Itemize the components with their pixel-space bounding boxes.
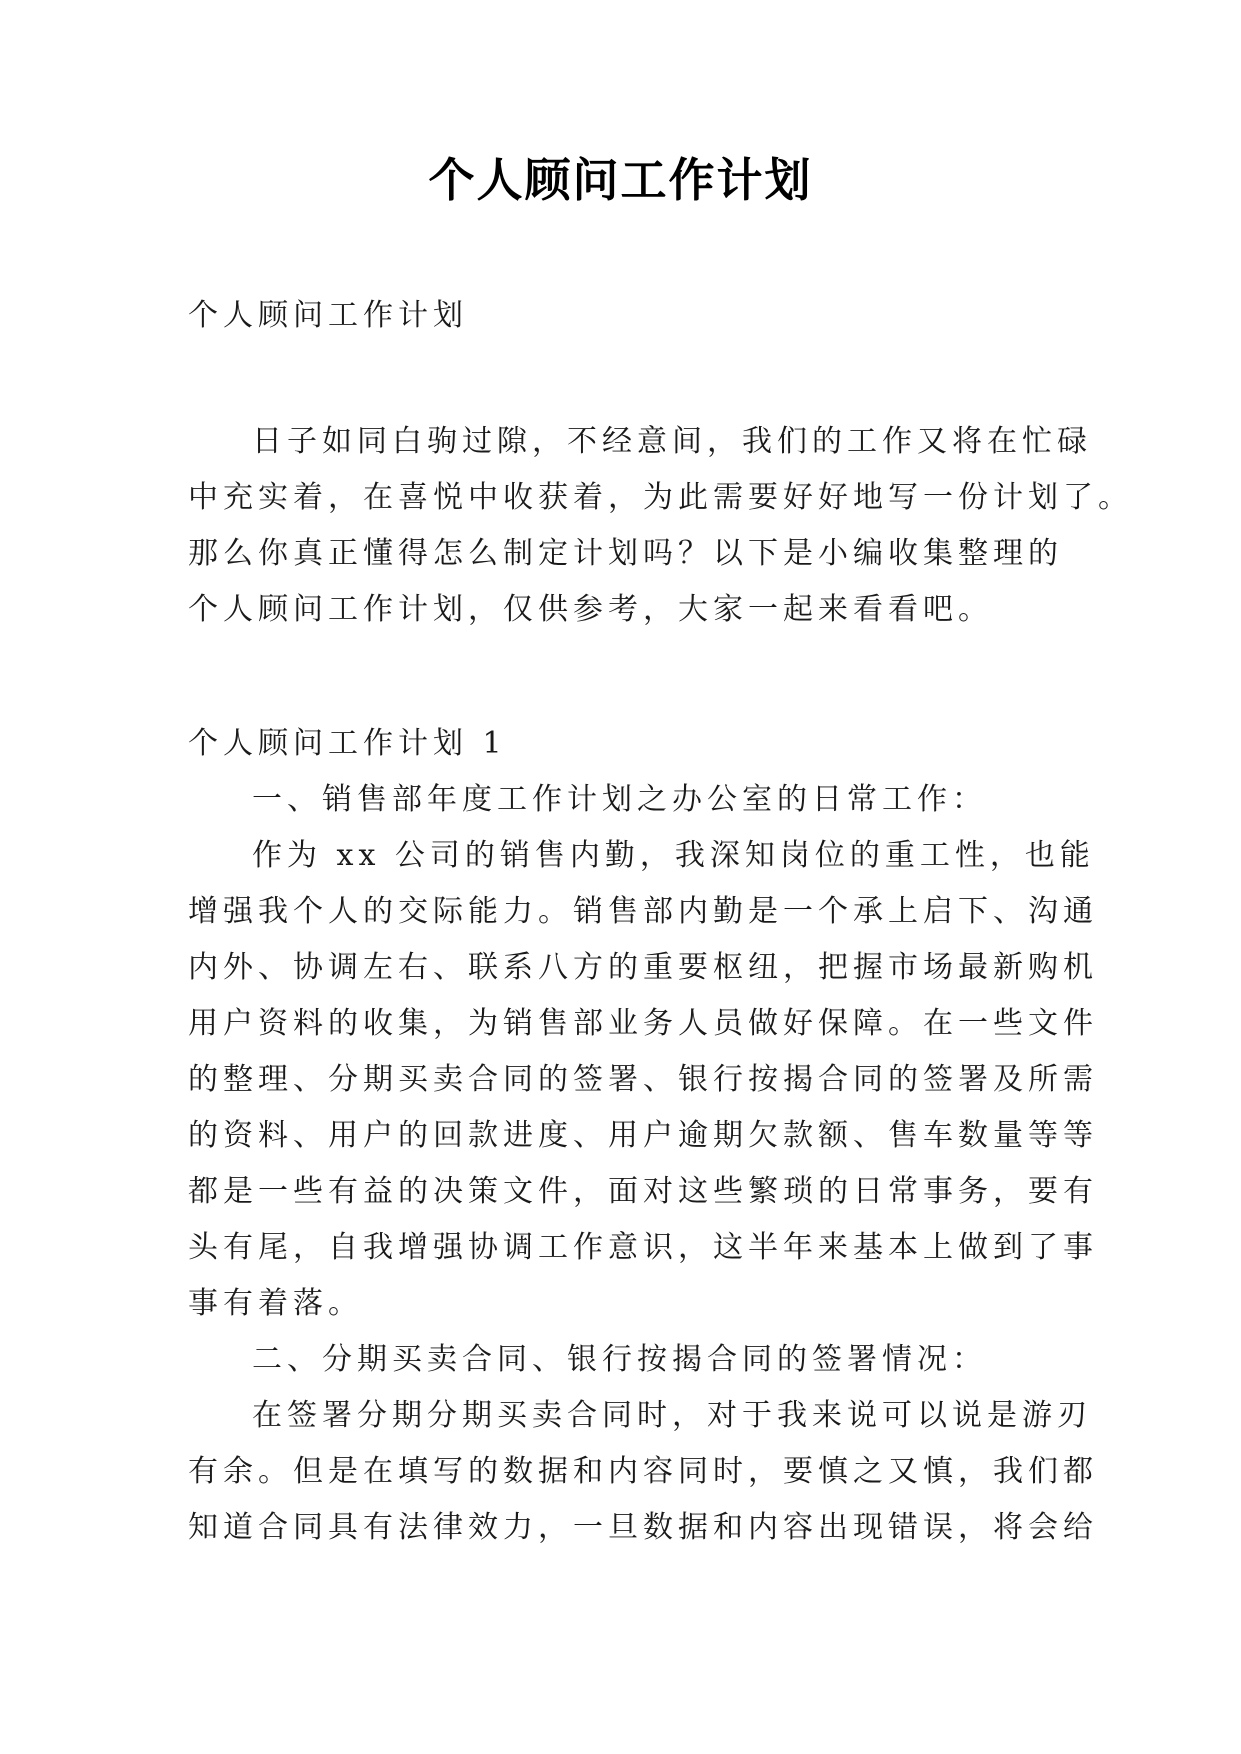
paragraph-line: 的整理、分期买卖合同的签署、银行按揭合同的签署及所需	[188, 1062, 1098, 1097]
intro-line: 中充实着，在喜悦中收获着，为此需要好好地写一份计划了。	[188, 480, 1133, 515]
paragraph-line: 内外、协调左右、联系八方的重要枢纽，把握市场最新购机	[188, 950, 1098, 985]
paragraph-line: 在签署分期分期买卖合同时，对于我来说可以说是游刃	[252, 1398, 1092, 1433]
document-subtitle: 个人顾问工作计划	[188, 298, 468, 333]
paragraph-line: 有余。但是在填写的数据和内容同时，要慎之又慎，我们都	[188, 1454, 1098, 1489]
paragraph-line: 作为 xx 公司的销售内勤，我深知岗位的重工性，也能	[252, 838, 1095, 873]
paragraph-line: 头有尾，自我增强协调工作意识，这半年来基本上做到了事	[188, 1230, 1098, 1265]
paragraph-line: 增强我个人的交际能力。销售部内勤是一个承上启下、沟通	[188, 894, 1098, 929]
item-heading: 一、销售部年度工作计划之办公室的日常工作：	[252, 782, 987, 817]
intro-paragraph	[188, 414, 1133, 638]
body-paragraph	[188, 1388, 1098, 1556]
body-paragraph	[188, 828, 1098, 1332]
document-body	[188, 288, 1133, 1556]
paragraph-line: 的资料、用户的回款进度、用户逾期欠款额、售车数量等等	[188, 1118, 1098, 1153]
intro-line: 日子如同白驹过隙，不经意间，我们的工作又将在忙碌	[252, 424, 1092, 459]
paragraph-line: 用户资料的收集，为销售部业务人员做好保障。在一些文件	[188, 1006, 1098, 1041]
item-heading: 二、分期买卖合同、银行按揭合同的签署情况：	[252, 1342, 987, 1377]
paragraph-line: 事有着落。	[188, 1286, 363, 1321]
document-title: 个人顾问工作计划	[428, 153, 813, 207]
section-heading: 个人顾问工作计划 1	[188, 726, 507, 761]
paragraph-line: 知道合同具有法律效力，一旦数据和内容出现错误，将会给	[188, 1510, 1098, 1545]
paragraph-line: 都是一些有益的决策文件，面对这些繁琐的日常事务，要有	[188, 1174, 1098, 1209]
intro-line: 个人顾问工作计划，仅供参考，大家一起来看看吧。	[188, 592, 993, 627]
intro-line: 那么你真正懂得怎么制定计划吗？以下是小编收集整理的	[188, 536, 1063, 571]
